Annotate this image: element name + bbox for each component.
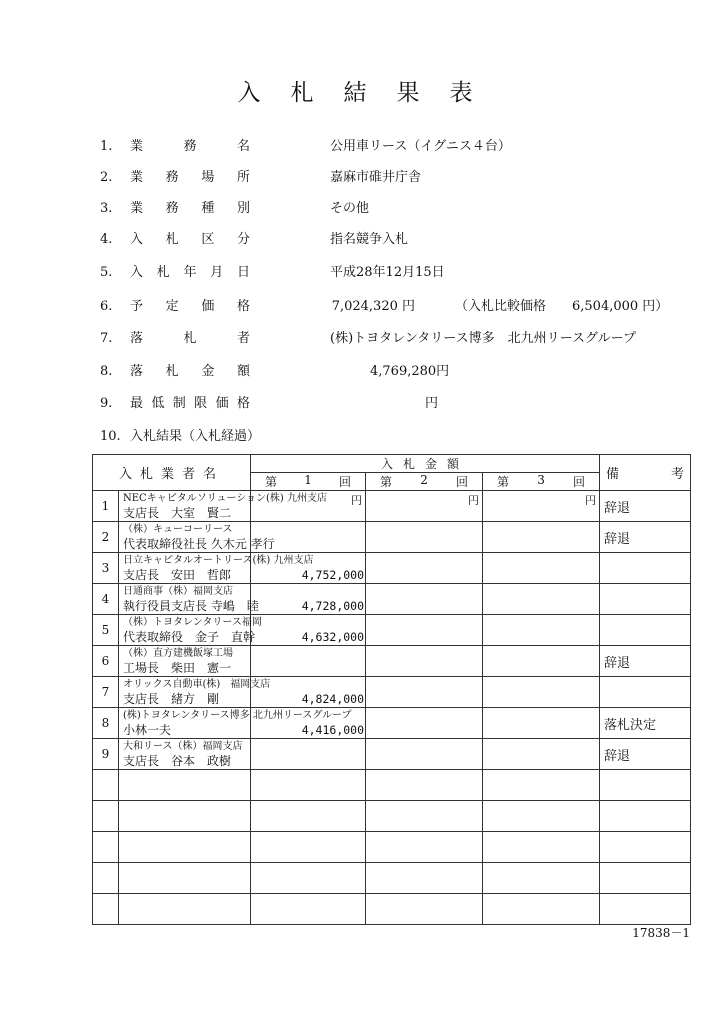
bid-amount-round-2 bbox=[366, 770, 483, 801]
bid-results-table bbox=[92, 454, 691, 925]
bid-amount-round-2 bbox=[366, 739, 483, 770]
bid-amount-round-3 bbox=[483, 739, 600, 770]
bid-amount-round-3 bbox=[483, 615, 600, 646]
remarks bbox=[600, 770, 691, 801]
item-value: (株)トヨタレンタリース博多 北九州リースグループ bbox=[330, 331, 636, 346]
table-row bbox=[93, 708, 691, 739]
remarks bbox=[600, 801, 691, 832]
bid-amount-round-1: 4,416,000 bbox=[251, 708, 366, 739]
bid-amount-round-2 bbox=[366, 832, 483, 863]
item-value: 平成28年12月15日 bbox=[330, 265, 445, 280]
bid-amount-round-3 bbox=[483, 646, 600, 677]
bidder-name bbox=[119, 832, 251, 863]
table-row bbox=[93, 553, 691, 584]
header-bid-amount: 入札金額 bbox=[251, 455, 600, 473]
comparison-price: （入札比較価格 6,504,000 円） bbox=[455, 299, 669, 314]
header-remarks: 備 考 bbox=[600, 455, 691, 491]
bidder-name: 日立キャピタルオートリース(株) 九州支店 支店長 安田 哲郎 bbox=[119, 553, 251, 584]
page-title: 入札結果表 bbox=[237, 80, 503, 106]
item-label: 最 低 制 限 価 格 bbox=[130, 396, 250, 411]
item-label: 入 札 区 分 bbox=[130, 232, 250, 247]
table-row bbox=[93, 770, 691, 801]
item-label: 業 務 種 別 bbox=[130, 201, 250, 216]
item-number: 7. bbox=[100, 331, 113, 346]
row-number bbox=[93, 863, 119, 894]
item-number: 10. bbox=[100, 429, 121, 444]
row-number: 8 bbox=[93, 708, 119, 739]
item-value: 公用車リース（イグニス４台） bbox=[330, 139, 511, 154]
item-number: 4. bbox=[100, 232, 113, 247]
yen-unit: 円 bbox=[585, 494, 597, 507]
table-row bbox=[93, 863, 691, 894]
table-row bbox=[93, 677, 691, 708]
item-number: 6. bbox=[100, 299, 113, 314]
row-number: 7 bbox=[93, 677, 119, 708]
bid-amount-round-2 bbox=[366, 553, 483, 584]
header-round-2: 第 2 回 bbox=[366, 473, 483, 491]
row-number: 2 bbox=[93, 522, 119, 553]
remarks bbox=[600, 894, 691, 925]
bid-amount-round-1 bbox=[251, 863, 366, 894]
item-label: 業 務 場 所 bbox=[130, 170, 250, 185]
item-number: 9. bbox=[100, 396, 113, 411]
table-row bbox=[93, 491, 691, 522]
bid-amount-round-3 bbox=[483, 677, 600, 708]
row-number bbox=[93, 770, 119, 801]
bid-amount-round-3 bbox=[483, 801, 600, 832]
header-round-1: 第 1 回 bbox=[251, 473, 366, 491]
bid-amount-round-2 bbox=[366, 894, 483, 925]
bid-amount-round-3 bbox=[483, 522, 600, 553]
item-label: 業 務 名 bbox=[130, 139, 250, 154]
remarks bbox=[600, 863, 691, 894]
bid-amount-round-2 bbox=[366, 584, 483, 615]
yen-unit: 円 bbox=[351, 494, 363, 507]
bidder-name: 大和リース（株）福岡支店 支店長 谷本 政樹 bbox=[119, 739, 251, 770]
row-number bbox=[93, 832, 119, 863]
bidder-name bbox=[119, 894, 251, 925]
bidder-name: (株)トヨタレンタリース博多 北九州リースグループ 小林一夫 bbox=[119, 708, 251, 739]
bidder-name: オリックス自動車(株) 福岡支店 支店長 緒方 剛 bbox=[119, 677, 251, 708]
bid-amount-round-1 bbox=[251, 894, 366, 925]
table-row bbox=[93, 646, 691, 677]
bidder-name bbox=[119, 863, 251, 894]
header-round-3: 第 3 回 bbox=[483, 473, 600, 491]
remarks: 辞退 bbox=[600, 491, 691, 522]
bid-amount-round-1: 4,752,000 bbox=[251, 553, 366, 584]
header-bidder-name: 入札業者名 bbox=[93, 455, 251, 491]
bid-amount-round-1 bbox=[251, 739, 366, 770]
bid-amount-round-2 bbox=[366, 677, 483, 708]
remarks bbox=[600, 615, 691, 646]
item-label: 入札結果（入札経過） bbox=[130, 429, 261, 444]
bid-amount-round-3 bbox=[483, 553, 600, 584]
item-label: 落 札 金 額 bbox=[130, 364, 250, 379]
row-number: 5 bbox=[93, 615, 119, 646]
bid-amount-round-3 bbox=[483, 832, 600, 863]
remarks bbox=[600, 553, 691, 584]
bidder-name: （株）直方建機飯塚工場 工場長 柴田 憲一 bbox=[119, 646, 251, 677]
bidder-name bbox=[119, 801, 251, 832]
yen-unit: 円 bbox=[468, 494, 480, 507]
bid-amount-round-2 bbox=[366, 708, 483, 739]
bid-amount-round-1 bbox=[251, 832, 366, 863]
bid-amount-round-3 bbox=[483, 770, 600, 801]
bid-amount-round-1 bbox=[251, 801, 366, 832]
row-number: 1 bbox=[93, 491, 119, 522]
table-row bbox=[93, 615, 691, 646]
bid-amount-round-3 bbox=[483, 863, 600, 894]
remarks: 落札決定 bbox=[600, 708, 691, 739]
remarks: 辞退 bbox=[600, 522, 691, 553]
bid-amount-round-3 bbox=[483, 708, 600, 739]
bid-amount-round-2 bbox=[366, 491, 483, 522]
item-value: 嘉麻市碓井庁舎 bbox=[330, 170, 422, 185]
bidder-name: NECキャピタルソリューション(株) 九州支店 支店長 大室 賢二 bbox=[119, 491, 251, 522]
item-number: 1. bbox=[100, 139, 113, 154]
table-row bbox=[93, 801, 691, 832]
bidder-name bbox=[119, 770, 251, 801]
bid-amount-round-1 bbox=[251, 522, 366, 553]
table-row bbox=[93, 894, 691, 925]
item-value: 4,769,280円 bbox=[370, 364, 450, 379]
bid-amount-round-2 bbox=[366, 646, 483, 677]
bidder-name: （株）キューコーリース 代表取締役社長 久木元 孝行 bbox=[119, 522, 251, 553]
item-number: 3. bbox=[100, 201, 113, 216]
item-value: 円 bbox=[425, 396, 439, 411]
remarks: 辞退 bbox=[600, 739, 691, 770]
bid-amount-round-1: 4,632,000 bbox=[251, 615, 366, 646]
bid-amount-round-1: 4,824,000 bbox=[251, 677, 366, 708]
bid-amount-round-3 bbox=[483, 491, 600, 522]
bid-amount-round-2 bbox=[366, 863, 483, 894]
bid-amount-round-1 bbox=[251, 770, 366, 801]
remarks: 辞退 bbox=[600, 646, 691, 677]
item-label: 予 定 価 格 bbox=[130, 299, 250, 314]
table-row bbox=[93, 522, 691, 553]
row-number: 4 bbox=[93, 584, 119, 615]
bid-amount-round-1: 4,728,000 bbox=[251, 584, 366, 615]
item-value: 7,024,320 円 bbox=[331, 299, 415, 314]
item-label: 落 札 者 bbox=[130, 331, 250, 346]
remarks bbox=[600, 584, 691, 615]
row-number: 3 bbox=[93, 553, 119, 584]
table-row bbox=[93, 832, 691, 863]
bid-amount-round-1 bbox=[251, 491, 366, 522]
item-value: その他 bbox=[330, 201, 370, 216]
remarks bbox=[600, 832, 691, 863]
table-row bbox=[93, 584, 691, 615]
bidder-name: 日通商事（株）福岡支店 執行役員支店長 寺嶋 睦 bbox=[119, 584, 251, 615]
item-value: 指名競争入札 bbox=[330, 232, 409, 247]
row-number bbox=[93, 894, 119, 925]
bid-amount-round-2 bbox=[366, 801, 483, 832]
item-number: 8. bbox=[100, 364, 113, 379]
document-code: 17838－1 bbox=[632, 926, 690, 940]
bid-amount-round-2 bbox=[366, 522, 483, 553]
bid-amount-round-3 bbox=[483, 584, 600, 615]
remarks bbox=[600, 677, 691, 708]
bidder-name: （株）トヨタレンタリース福岡 代表取締役 金子 直幹 bbox=[119, 615, 251, 646]
row-number: 9 bbox=[93, 739, 119, 770]
row-number bbox=[93, 801, 119, 832]
bid-amount-round-2 bbox=[366, 615, 483, 646]
item-label: 入 札 年 月 日 bbox=[130, 265, 250, 280]
bid-amount-round-1 bbox=[251, 646, 366, 677]
item-number: 2. bbox=[100, 170, 113, 185]
table-row bbox=[93, 739, 691, 770]
bid-amount-round-3 bbox=[483, 894, 600, 925]
item-number: 5. bbox=[100, 265, 113, 280]
row-number: 6 bbox=[93, 646, 119, 677]
